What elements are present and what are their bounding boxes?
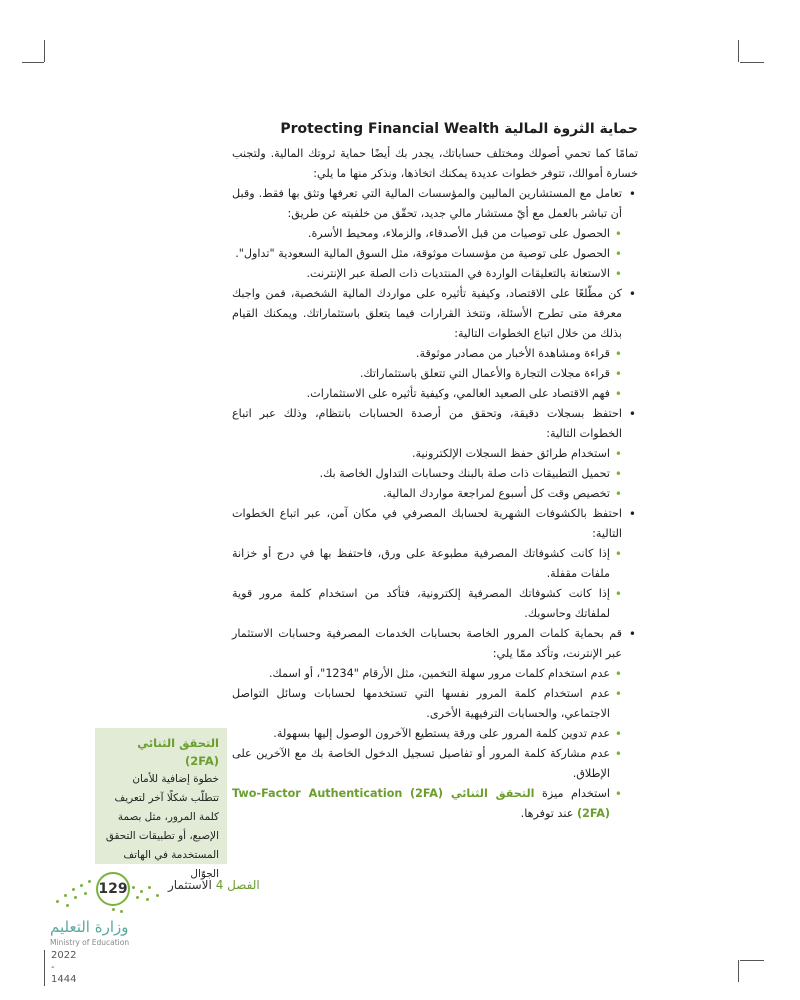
sub-list-item: • قراءة ومشاهدة الأخبار من مصادر موثوقة. xyxy=(232,344,638,364)
page-number-badge xyxy=(96,872,130,906)
title-english: Protecting Financial Wealth xyxy=(280,121,500,137)
intro-paragraph: تمامًا كما تحمي أصولك ومختلف حساباتك، يجدر بك أيضًا حماية ثروتك المالية. ولتجنب خسارة أموالك، تتوفر خطوات عديدة يمكنك اتخاذها، ونذكر منها ما يلي: xyxy=(232,147,638,180)
list-item: • احتفظ بالكشوفات الشهرية لحسابك المصرفي في مكان آمن، عبر اتباع الخطوات التالية: xyxy=(232,504,638,544)
crop-mark xyxy=(22,62,44,63)
sub-list-item-2fa: • استخدام ميزة التحقق الثنائي (2FA) Two-Factor Authentication (2FA) عند توفرها. xyxy=(232,784,638,824)
main-content xyxy=(232,118,638,824)
bullet-list xyxy=(232,184,638,824)
sub-list-item: • عدم تدوين كلمة المرور على ورقة يستطيع الآخرون الوصول إليها بسهولة. xyxy=(232,724,638,744)
sub-list-item: • قراءة مجلات التجارة والأعمال التي تتعلق باستثماراتك. xyxy=(232,364,638,384)
definition-box xyxy=(95,728,227,880)
sub-list-item: • عدم استخدام كلمة المرور نفسها التي تستخدمها لحسابات وسائل التواصل الاجتماعي، والحسابات الترفيهية الأخرى. xyxy=(232,684,638,724)
sub-list-item: • فهم الاقتصاد على الصعيد العالمي، وكيفية تأثيره على الاستثمارات. xyxy=(232,384,638,404)
definition-title: التحقق الثنائي (2FA) xyxy=(137,736,219,768)
ministry-name-arabic: وزارة التعليم xyxy=(50,918,129,936)
list-item: • احتفظ بسجلات دقيقة، وتحقق من أرصدة الحسابات بانتظام، وذلك عبر اتباع الخطوات التالية: xyxy=(232,404,638,444)
crop-mark xyxy=(44,40,45,62)
title-arabic: حماية الثروة المالية xyxy=(504,121,638,137)
sub-list-item: • تحميل التطبيقات ذات صلة بالبنك وحسابات التداول الخاصة بك. xyxy=(232,464,638,484)
sub-list-item: • عدم مشاركة كلمة المرور أو تفاصيل تسجيل الدخول الخاصة بك مع الآخرين على الإطلاق. xyxy=(232,744,638,784)
definition-text: خطوة إضافية للأمان تتطلّب شكلًا آخر لتعريف كلمة المرور، مثل بصمة الإصبع، أو تطبيقات التحقق المستخدمة في الهاتف الجوّال xyxy=(105,773,219,880)
ministry-name-english: Ministry of Education xyxy=(50,938,130,947)
highlight-term: التحقق الثنائي (2FA) xyxy=(409,787,535,800)
list-item: • كن مطّلعًا على الاقتصاد، وكيفية تأثيره على مواردك المالية الشخصية، فمن واجبك معرفة متى تطرح الأسئلة، وتتخذ القرارات فيما يتعلق باستثماراتك. ويمكنك القيام بذلك من خلال اتباع الخطوات التالية: xyxy=(232,284,638,344)
sub-list-item: • تخصيص وقت كل أسبوع لمراجعة مواردك المالية. xyxy=(232,484,638,504)
year-label: 2022 - 1444 xyxy=(44,950,76,986)
sub-list-item: • الاستعانة بالتعليقات الواردة في المنتديات ذات الصلة عبر الإنترنت. xyxy=(232,264,638,284)
crop-mark xyxy=(738,960,739,982)
list-item: • قم بحماية كلمات المرور الخاصة بحسابات الخدمات المصرفية وحسابات الاستثمار عبر الإنترنت، وتأكد ممّا يلي: xyxy=(232,624,638,664)
ministry-logo xyxy=(50,918,170,948)
page-number: 129 xyxy=(98,881,128,897)
section-title xyxy=(232,118,638,140)
sub-list-item: • إذا كانت كشوفاتك المصرفية مطبوعة على ورق، فاحتفظ بها في درج أو خزانة ملفات مقفلة. xyxy=(232,544,638,584)
crop-mark xyxy=(740,62,764,63)
highlight-term-english: Two-Factor Authentication (2FA) xyxy=(232,787,610,820)
list-item: • تعامل مع المستشارين الماليين والمؤسسات المالية التي تعرفها وتثق بها فقط. وقبل أن تباشر بالعمل مع أيّ مستشار مالي جديد، تحقّق من خلفيته عن طريق: xyxy=(232,184,638,224)
sub-list-item: • استخدام طرائق حفظ السجلات الإلكترونية. xyxy=(232,444,638,464)
sub-list-item: • الحصول على توصيات من قبل الأصدقاء، والزملاء، ومحيط الأسرة. xyxy=(232,224,638,244)
sub-list-item: • عدم استخدام كلمات مرور سهلة التخمين، مثل الأرقام "1234"، أو اسمك. xyxy=(232,664,638,684)
sub-list-item: • إذا كانت كشوفاتك المصرفية إلكترونية، فتأكد من استخدام كلمة مرور قوية لملفاتك وحاسوبك. xyxy=(232,584,638,624)
crop-mark xyxy=(740,960,764,961)
chapter-label: الفصل 4 الاستثمار xyxy=(168,878,260,892)
crop-mark xyxy=(738,40,739,62)
sub-list-item: • الحصول على توصية من مؤسسات موثوقة، مثل السوق المالية السعودية "تداول". xyxy=(232,244,638,264)
